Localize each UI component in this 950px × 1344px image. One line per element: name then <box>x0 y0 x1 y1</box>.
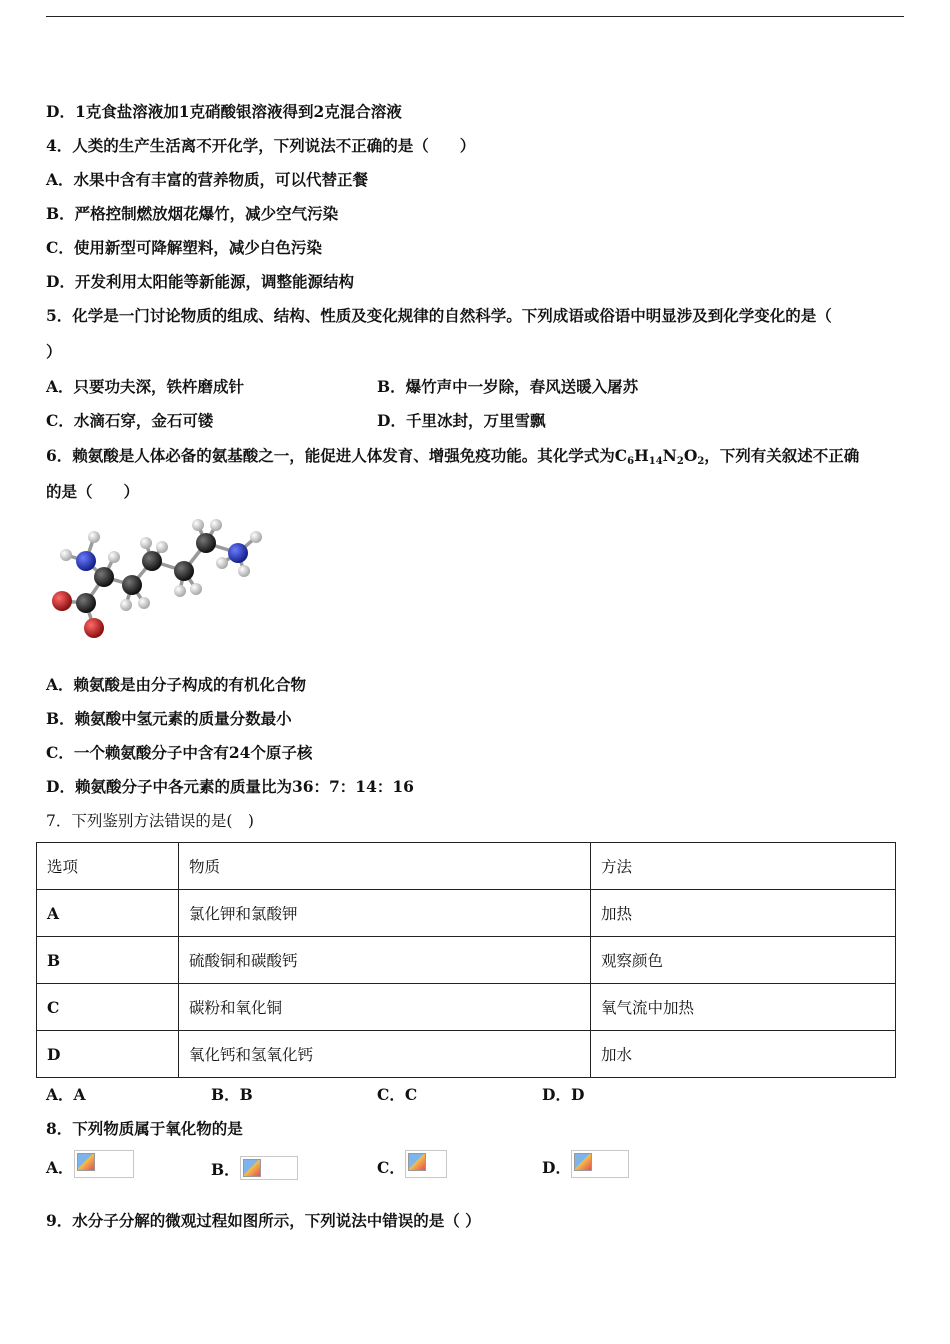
lysine-molecule-model <box>46 513 271 648</box>
table-cell: C <box>37 984 179 1031</box>
q5-option-d: D．千里冰封，万里雪飘 <box>377 411 546 430</box>
q7-option-a: A．A <box>46 1085 86 1104</box>
q5-stem-line2: ） <box>46 342 62 361</box>
q7-option-b: B．B <box>211 1085 253 1104</box>
q6-option-b: B．赖氨酸中氢元素的质量分数最小 <box>46 709 292 728</box>
formula-element: H <box>634 446 649 465</box>
hydrogen-atom <box>192 519 204 531</box>
table-row <box>37 937 896 984</box>
q9-stem: 9．水分子分解的微观过程如图所示，下列说法中错误的是（ ） <box>46 1211 481 1230</box>
formula-sub: 2 <box>676 456 684 467</box>
oxygen-atom <box>84 618 104 638</box>
q6-option-c: C．一个赖氨酸分子中含有24个原子核 <box>46 743 313 762</box>
hydrogen-atom <box>216 557 228 569</box>
table-header-cell: 方法 <box>591 843 896 890</box>
hydrogen-atom <box>174 585 186 597</box>
formula-sub: 6 <box>627 456 635 467</box>
q3-option-d: D．1克食盐溶液加1克硝酸银溶液得到2克混合溶液 <box>46 102 402 121</box>
hydrogen-atom <box>250 531 262 543</box>
oxygen-atom <box>52 591 72 611</box>
carbon-atom <box>122 575 142 595</box>
q6-stem-suffix: ，下列有关叙述不正确 <box>704 446 860 465</box>
q7-stem: 7．下列鉴别方法错误的是( ) <box>46 812 254 830</box>
table-header-cell: 选项 <box>37 843 179 890</box>
broken-image-icon <box>240 1156 298 1180</box>
q8-option-d <box>542 1150 629 1178</box>
hydrogen-atom <box>190 583 202 595</box>
q8-option-b <box>211 1156 298 1180</box>
q8-option-a-label: A． <box>46 1158 74 1177</box>
q5-option-b: B．爆竹声中一岁除，春风送暖入屠苏 <box>377 377 639 396</box>
table-cell: 氧气流中加热 <box>591 984 896 1031</box>
table-cell: 氧化钙和氢氧化钙 <box>179 1031 591 1078</box>
q7-option-d: D．D <box>542 1085 585 1104</box>
formula-sub: 2 <box>697 456 705 467</box>
table-cell: 氯化钾和氯酸钾 <box>179 890 591 937</box>
hydrogen-atom <box>138 597 150 609</box>
table-header-cell: 物质 <box>179 843 591 890</box>
table-cell: 硫酸铜和碳酸钙 <box>179 937 591 984</box>
q4-stem: 4．人类的生产生活离不开化学，下列说法不正确的是（ ） <box>46 136 476 155</box>
hydrogen-atom <box>120 599 132 611</box>
table-cell: A <box>37 890 179 937</box>
table-row <box>37 1031 896 1078</box>
nitrogen-atom <box>228 543 248 563</box>
q7-option-c: C．C <box>377 1085 418 1104</box>
carbon-atom <box>142 551 162 571</box>
broken-image-icon <box>571 1150 629 1178</box>
nitrogen-atom <box>76 551 96 571</box>
q7-table <box>36 842 896 1078</box>
q8-option-d-label: D． <box>542 1158 571 1177</box>
q8-option-a <box>46 1150 134 1178</box>
table-cell: 加水 <box>591 1031 896 1078</box>
q6-option-d: D．赖氨酸分子中各元素的质量比为36：7：14：16 <box>46 777 414 796</box>
formula-element: N <box>662 446 677 465</box>
carbon-atom <box>196 533 216 553</box>
table-row <box>37 984 896 1031</box>
hydrogen-atom <box>140 537 152 549</box>
table-header-row <box>37 843 896 890</box>
broken-image-icon <box>74 1150 134 1178</box>
hydrogen-atom <box>238 565 250 577</box>
q8-option-b-label: B． <box>211 1160 240 1179</box>
table-cell: D <box>37 1031 179 1078</box>
carbon-atom <box>174 561 194 581</box>
q6-option-a: A．赖氨酸是由分子构成的有机化合物 <box>46 675 307 694</box>
table-cell: 碳粉和氧化铜 <box>179 984 591 1031</box>
table-row <box>37 890 896 937</box>
q4-option-c: C．使用新型可降解塑料，减少白色污染 <box>46 238 322 257</box>
table-cell: 观察颜色 <box>591 937 896 984</box>
table-cell: 加热 <box>591 890 896 937</box>
formula-sub: 14 <box>648 456 663 467</box>
q8-option-c-label: C． <box>377 1158 405 1177</box>
q4-option-b: B．严格控制燃放烟花爆竹，减少空气污染 <box>46 204 339 223</box>
q6-stem-line2: 的是（ ） <box>46 482 140 501</box>
q6-stem-line1 <box>46 446 859 472</box>
carbon-atom <box>94 567 114 587</box>
table-cell: B <box>37 937 179 984</box>
q8-option-c <box>377 1150 447 1178</box>
hydrogen-atom <box>88 531 100 543</box>
hydrogen-atom <box>108 551 120 563</box>
q4-option-d: D．开发利用太阳能等新能源，调整能源结构 <box>46 272 354 291</box>
hydrogen-atom <box>60 549 72 561</box>
q5-option-a: A．只要功夫深，铁杵磨成针 <box>46 377 245 396</box>
q5-stem-line1: 5．化学是一门讨论物质的组成、结构、性质及变化规律的自然科学。下列成语或俗语中明显涉及到化学变化的是（ <box>46 306 832 325</box>
q6-stem-prefix: 6．赖氨酸是人体必备的氨基酸之一，能促进人体发育、增强免疫功能。其化学式为C <box>46 446 628 465</box>
broken-image-icon <box>405 1150 447 1178</box>
formula-element: O <box>683 446 698 465</box>
hydrogen-atom <box>210 519 222 531</box>
carbon-atom <box>76 593 96 613</box>
hydrogen-atom <box>156 541 168 553</box>
header-rule <box>46 16 904 17</box>
q4-option-a: A．水果中含有丰富的营养物质，可以代替正餐 <box>46 170 369 189</box>
q5-option-c: C．水滴石穿，金石可镂 <box>46 411 214 430</box>
q8-stem: 8．下列物质属于氧化物的是 <box>46 1119 243 1138</box>
